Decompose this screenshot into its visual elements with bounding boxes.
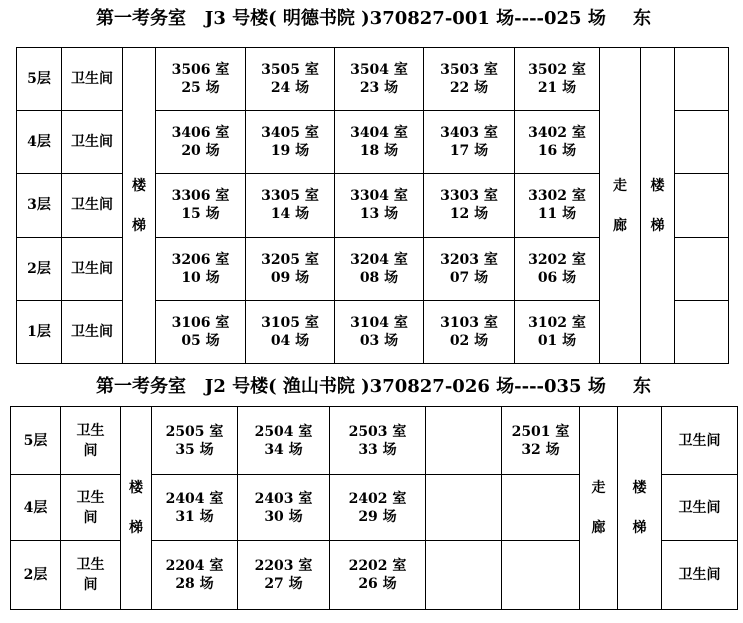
exam-room-2202: 2202 室 26 场 [330, 541, 426, 610]
restroom: 卫生间 [62, 237, 123, 300]
floor-label: 5层 [17, 48, 62, 111]
exam-room-3502: 3502 室 21 场 [515, 48, 600, 111]
exam-room-3402: 3402 室 16 场 [515, 111, 600, 174]
stairs-right: 楼 梯 [641, 48, 675, 364]
exam-room-2505: 2505 室 35 场 [152, 407, 238, 475]
stairs-left: 楼 梯 [123, 48, 156, 364]
floor-label: 1层 [17, 300, 62, 363]
empty-cell [675, 111, 729, 174]
exam-room-2203: 2203 室 27 场 [238, 541, 330, 610]
building-j2-title: 第一考务室 J2 号楼( 渔山书院 )370827-026 场----035 场 [96, 376, 606, 397]
exam-room-3302: 3302 室 11 场 [515, 174, 600, 237]
exam-room-2402: 2402 室 29 场 [330, 475, 426, 541]
corridor: 走 廊 [580, 407, 618, 610]
exam-room-3102: 3102 室 01 场 [515, 300, 600, 363]
building-j2-floor-plan [10, 406, 738, 610]
exam-room-3406: 3406 室 20 场 [156, 111, 246, 174]
exam-room-3105: 3105 室 04 场 [246, 300, 335, 363]
east-direction-label: 东 [633, 8, 651, 29]
exam-room-3304: 3304 室 13 场 [335, 174, 424, 237]
floor-label: 2层 [11, 541, 61, 610]
building-j3-title: 第一考务室 J3 号楼( 明德书院 )370827-001 场----025 场 [96, 8, 606, 29]
restroom-right: 卫生间 [662, 475, 738, 541]
restroom: 卫生间 [62, 300, 123, 363]
exam-room-3106: 3106 室 05 场 [156, 300, 246, 363]
exam-room-3103: 3103 室 02 场 [424, 300, 515, 363]
floor-label: 2层 [17, 237, 62, 300]
empty-cell [675, 174, 729, 237]
restroom: 卫生 间 [61, 407, 121, 475]
exam-room-2503: 2503 室 33 场 [330, 407, 426, 475]
exam-room-2204: 2204 室 28 场 [152, 541, 238, 610]
exam-room-3306: 3306 室 15 场 [156, 174, 246, 237]
exam-room-3204: 3204 室 08 场 [335, 237, 424, 300]
empty-cell [426, 541, 502, 610]
exam-room-2404: 2404 室 31 场 [152, 475, 238, 541]
restroom: 卫生间 [62, 111, 123, 174]
empty-cell [675, 237, 729, 300]
stairs-right: 楼 梯 [618, 407, 662, 610]
restroom: 卫生间 [62, 174, 123, 237]
exam-room-3104: 3104 室 03 场 [335, 300, 424, 363]
empty-cell [426, 407, 502, 475]
exam-room-2501: 2501 室 32 场 [502, 407, 580, 475]
exam-room-3205: 3205 室 09 场 [246, 237, 335, 300]
exam-room-3505: 3505 室 24 场 [246, 48, 335, 111]
exam-room-3305: 3305 室 14 场 [246, 174, 335, 237]
restroom-right: 卫生间 [662, 541, 738, 610]
restroom: 卫生间 [62, 48, 123, 111]
exam-room-3405: 3405 室 19 场 [246, 111, 335, 174]
restroom: 卫生 间 [61, 541, 121, 610]
floor-label: 5层 [11, 407, 61, 475]
floor-label: 4层 [11, 475, 61, 541]
empty-cell [502, 475, 580, 541]
exam-room-3203: 3203 室 07 场 [424, 237, 515, 300]
empty-cell [502, 541, 580, 610]
floor-label: 4层 [17, 111, 62, 174]
exam-room-3303: 3303 室 12 场 [424, 174, 515, 237]
exam-room-3202: 3202 室 06 场 [515, 237, 600, 300]
building-j3-floor-plan [16, 47, 729, 364]
stairs-left: 楼 梯 [121, 407, 152, 610]
exam-room-2504: 2504 室 34 场 [238, 407, 330, 475]
corridor: 走 廊 [600, 48, 641, 364]
exam-room-3403: 3403 室 17 场 [424, 111, 515, 174]
exam-room-2403: 2403 室 30 场 [238, 475, 330, 541]
empty-cell [675, 48, 729, 111]
restroom-right: 卫生间 [662, 407, 738, 475]
floor-label: 3层 [17, 174, 62, 237]
exam-room-3506: 3506 室 25 场 [156, 48, 246, 111]
empty-cell [675, 300, 729, 363]
exam-room-3404: 3404 室 18 场 [335, 111, 424, 174]
exam-room-3206: 3206 室 10 场 [156, 237, 246, 300]
exam-room-3503: 3503 室 22 场 [424, 48, 515, 111]
empty-cell [426, 475, 502, 541]
restroom: 卫生 间 [61, 475, 121, 541]
east-direction-label: 东 [633, 376, 651, 397]
exam-room-3504: 3504 室 23 场 [335, 48, 424, 111]
